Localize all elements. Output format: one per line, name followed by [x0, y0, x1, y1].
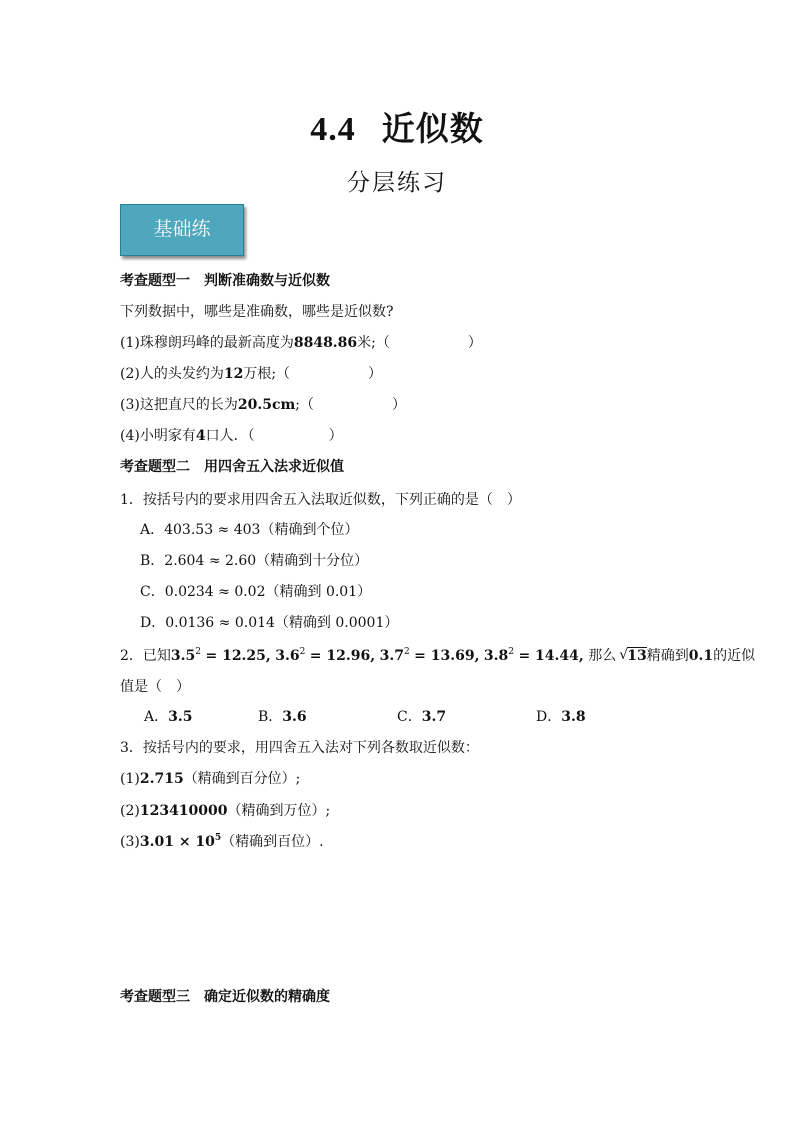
q2-option-b [258, 706, 307, 726]
s1-item-4-value: 4 [195, 428, 206, 444]
section1-intro: 下列数据中，哪些是准确数，哪些是近似数? [120, 304, 394, 320]
q2-e1-base: 3.5 [170, 648, 196, 664]
option-letter: A． [144, 709, 169, 725]
q2-e1-val: = 12.25, [205, 648, 271, 664]
q2-tail-b: 0.1 [688, 648, 714, 664]
q2-e2-exp: 2 [299, 647, 306, 657]
s1-item-4 [120, 425, 343, 445]
option-letter: B． [258, 709, 283, 725]
s1-item-3-suffix: ;（ [295, 397, 314, 413]
s1-item-2-suffix: 万根;（ [243, 366, 291, 382]
s1-item-4-label: (4)小明家有 [120, 428, 196, 444]
q2-e3-exp: 2 [403, 647, 410, 657]
s1-item-2-value: 12 [223, 366, 244, 382]
s1-item-4-close: ） [328, 428, 343, 444]
q3-item-1-value: 2.715 [139, 771, 184, 787]
q1-option-a: A．403.53 ≈ 403（精确到个位） [140, 522, 359, 538]
q2-e2-base: 3.6 [275, 648, 300, 664]
option-letter: D． [536, 709, 562, 725]
s1-item-1-value: 8848.86 [293, 335, 358, 351]
s1-item-2 [120, 363, 382, 383]
q1-option-d: D．0.0136 ≈ 0.014（精确到 0.0001） [140, 615, 399, 631]
q3-item-1 [120, 768, 300, 788]
q2-e3-val: = 13.69, [414, 648, 480, 664]
s1-item-3-value: 20.5cm [237, 397, 296, 413]
q2-prefix: 2．已知 [120, 648, 171, 664]
q1-stem: 1．按括号内的要求用四舍五入法取近似数，下列正确的是（ ） [120, 492, 521, 508]
q3-item-2 [120, 800, 330, 820]
q3-item-1-label: (1) [120, 771, 140, 787]
q2-tail-c: 的近似 [713, 648, 756, 664]
q2-e4-exp: 2 [508, 647, 514, 657]
s1-item-3-label: (3)这把直尺的长为 [120, 397, 238, 413]
option-value: 3.8 [561, 709, 586, 725]
q3-item-3 [120, 831, 324, 851]
section3-heading: 考查题型三 确定近似数的精确度 [120, 989, 330, 1005]
q3-item-2-note: （精确到万位）; [227, 803, 331, 819]
s1-item-3 [120, 394, 406, 414]
q2-stem-line2: 值是（ ） [120, 679, 190, 695]
q3-item-2-label: (2) [120, 803, 140, 819]
section2-heading: 考查题型二 用四舍五入法求近似值 [120, 459, 344, 475]
q2-option-a [144, 706, 192, 726]
q2-e1-exp: 2 [195, 647, 202, 657]
q2-stem [120, 645, 755, 665]
section-number: 4.4 [310, 111, 356, 148]
q3-item-3-value: 3.01 × 10 [139, 834, 215, 850]
q3-item-2-value: 123410000 [139, 803, 228, 819]
sqrt-symbol: √ 13 [619, 647, 647, 664]
q1-option-b: B．2.604 ≈ 2.60（精确到十分位） [140, 553, 369, 569]
q2-e3-base: 3.7 [379, 648, 404, 664]
q2-option-d [536, 706, 586, 726]
page-subtitle: 分层练习 [347, 170, 447, 196]
q2-option-c [397, 706, 446, 726]
option-value: 3.6 [282, 709, 307, 725]
s1-item-2-close: ） [368, 366, 383, 382]
s1-item-4-suffix: 口人．（ [205, 428, 255, 444]
option-letter: C． [397, 709, 422, 725]
q2-e4-base: 3.8 [483, 648, 509, 664]
section-name: 近似数 [381, 109, 484, 148]
s1-item-2-label: (2)人的头发约为 [120, 366, 224, 382]
page-title [0, 103, 794, 150]
q3-item-3-exp: 5 [214, 833, 222, 843]
s1-item-3-close: ） [392, 397, 406, 413]
q3-stem: 3．按括号内的要求，用四舍五入法对下列各数取近似数： [120, 740, 479, 756]
s1-item-1-label: (1)珠穆朗玛峰的最新高度为 [120, 335, 294, 351]
s1-item-1-close: ） [467, 335, 482, 351]
q2-radicand: 13 [627, 648, 647, 664]
option-value: 3.5 [168, 709, 193, 725]
q1-option-c: C．0.0234 ≈ 0.02（精确到 0.01） [140, 584, 372, 600]
level-badge: 基础练 [120, 204, 244, 256]
s1-item-1 [120, 332, 482, 352]
q3-item-3-note: （精确到百位）. [221, 834, 324, 850]
s1-item-1-suffix: 米;（ [357, 335, 390, 351]
q2-mid: 那么 [588, 648, 617, 664]
q3-item-3-label: (3) [120, 834, 140, 850]
option-value: 3.7 [421, 709, 447, 725]
q3-item-1-note: （精确到百分位）; [183, 771, 301, 787]
q2-tail-a: 精确到 [646, 648, 689, 664]
q2-e2-val: = 12.96, [309, 648, 376, 664]
section1-heading: 考查题型一 判断准确数与近似数 [120, 273, 330, 289]
q2-e4-val: = 14.44, [518, 648, 584, 664]
